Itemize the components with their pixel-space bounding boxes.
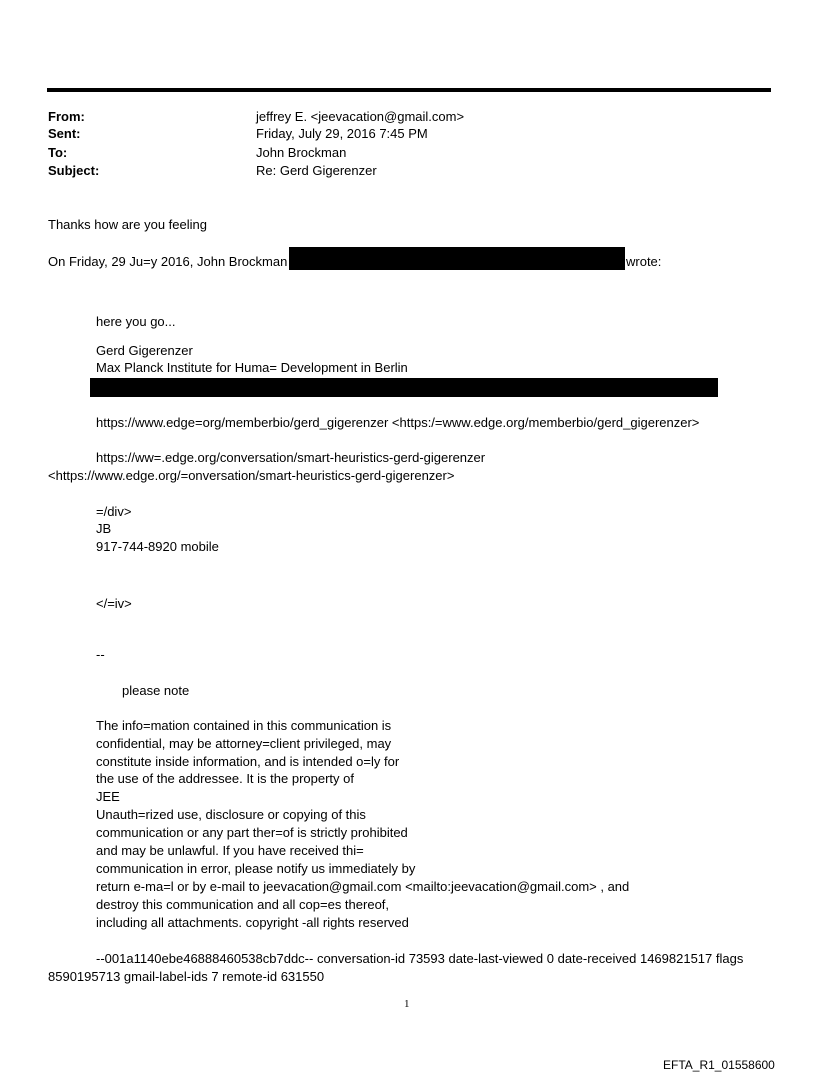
disclaimer-line: and may be unlawful. If you have received thi= [96, 843, 364, 858]
contact-institute: Max Planck Institute for Huma= Development in Berlin [96, 360, 408, 375]
disclaimer-line: return e-ma=l or by e-mail to jeevacation@gmail.com <mailto:jeevacation@gmail.com> , and [96, 879, 630, 894]
disclaimer-line: The info=mation contained in this communication is [96, 718, 392, 733]
sender-phone: 917-744-8920 mobile [96, 539, 219, 554]
disclaimer-line: JEE [96, 789, 120, 804]
here-you-go: here you go... [96, 314, 176, 329]
contact-name: Gerd Gigerenzer [96, 343, 193, 358]
disclaimer-line: the use of the addressee. It is the property of [96, 771, 354, 786]
disclaimer-line: communication or any part ther=of is strictly prohibited [96, 825, 408, 840]
quote-intro: On Friday, 29 Ju=y 2016, John Brockman [48, 254, 288, 269]
page-number: 1 [404, 998, 410, 1010]
subject-value: Re: Gerd Gigerenzer [256, 163, 377, 178]
from-label: From: [48, 109, 85, 124]
header-rule [47, 88, 771, 92]
disclaimer-line: confidential, may be attorney=client privileged, may [96, 736, 392, 751]
reply-text: Thanks how are you feeling [48, 217, 207, 232]
sender-initials: JB [96, 521, 112, 536]
disclaimer-line: destroy this communication and all cop=es thereof, [96, 897, 390, 912]
div-close-text-2: </=iv> [96, 596, 132, 611]
redaction-email [289, 247, 625, 270]
to-value: John Brockman [256, 145, 347, 160]
sent-value: Friday, July 29, 2016 7:45 PM [256, 126, 428, 141]
to-label: To: [48, 145, 68, 160]
please-note: please note [122, 683, 190, 698]
metadata-line-2: 8590195713 gmail-label-ids 7 remote-id 631550 [48, 969, 325, 984]
quote-wrote: wrote: [626, 254, 662, 269]
link-conversation-line2[interactable]: <https://www.edge.org/=onversation/smart-heuristics-gerd-gigerenzer> [48, 468, 455, 483]
link-conversation-line1[interactable]: https://ww=.edge.org/conversation/smart-heuristics-gerd-gigerenzer [96, 450, 486, 465]
redaction-contact [90, 378, 718, 397]
document-id: EFTA_R1_01558600 [663, 1058, 775, 1072]
div-close-text: =/div> [96, 504, 132, 519]
from-value: jeffrey E. <jeevacation@gmail.com> [256, 109, 465, 124]
signature-separator: -- [96, 647, 105, 662]
link-memberbio[interactable]: https://www.edge=org/memberbio/gerd_gigerenzer <https:/=www.edge.org/memberbio/gerd_gigerenzer> [96, 415, 700, 430]
subject-label: Subject: [48, 163, 100, 178]
disclaimer-line: communication in error, please notify us immediately by [96, 861, 416, 876]
metadata-line-1: --001a1140ebe46888460538cb7ddc-- conversation-id 73593 date-last-viewed 0 date-received 1469821517 flags [96, 951, 744, 966]
disclaimer-line: including all attachments. copyright -all rights reserved [96, 915, 409, 930]
sent-label: Sent: [48, 126, 81, 141]
disclaimer-line: constitute inside information, and is intended o=ly for [96, 754, 400, 769]
disclaimer-line: Unauth=rized use, disclosure or copying of this [96, 807, 366, 822]
